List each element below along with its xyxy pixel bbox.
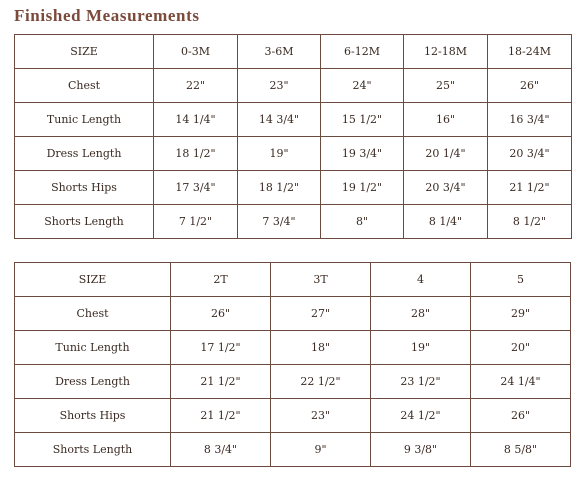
size-column-header: 4 [371, 263, 471, 297]
measurement-label: Shorts Length [15, 433, 171, 467]
measurement-value: 19" [371, 331, 471, 365]
size-column-header: 3-6M [238, 35, 321, 69]
size-column-header: 6-12M [321, 35, 404, 69]
measurement-value: 9" [271, 433, 371, 467]
measurement-value: 25" [404, 69, 488, 103]
size-column-header: 5 [471, 263, 571, 297]
measurement-value: 24 1/4" [471, 365, 571, 399]
measurement-value: 17 1/2" [171, 331, 271, 365]
measurement-value: 16 3/4" [488, 103, 572, 137]
measurement-value: 21 1/2" [171, 399, 271, 433]
measurement-value: 18" [271, 331, 371, 365]
measurement-value: 20" [471, 331, 571, 365]
measurement-value: 9 3/8" [371, 433, 471, 467]
table-row [15, 433, 571, 467]
measurement-label: Tunic Length [15, 331, 171, 365]
measurement-value: 21 1/2" [171, 365, 271, 399]
measurement-value: 23" [271, 399, 371, 433]
measurement-value: 23" [238, 69, 321, 103]
size-column-header: 0-3M [154, 35, 238, 69]
measurement-value: 16" [404, 103, 488, 137]
table-row [15, 297, 571, 331]
measurement-value: 23 1/2" [371, 365, 471, 399]
measurement-value: 8" [321, 205, 404, 239]
measurement-value: 27" [271, 297, 371, 331]
table-row [15, 103, 572, 137]
measurement-label: Shorts Hips [15, 171, 154, 205]
size-header-cell: SIZE [15, 263, 171, 297]
measurement-label: Tunic Length [15, 103, 154, 137]
measurement-value: 26" [471, 399, 571, 433]
table-row [15, 205, 572, 239]
table-header-row [15, 263, 571, 297]
measurement-value: 14 1/4" [154, 103, 238, 137]
page-title: Finished Measurements [14, 6, 200, 25]
size-column-header: 12-18M [404, 35, 488, 69]
measurement-value: 8 5/8" [471, 433, 571, 467]
table-row [15, 171, 572, 205]
measurement-value: 26" [488, 69, 572, 103]
measurement-value: 22" [154, 69, 238, 103]
measurement-value: 8 1/2" [488, 205, 572, 239]
measurement-value: 22 1/2" [271, 365, 371, 399]
measurement-value: 8 3/4" [171, 433, 271, 467]
measurement-value: 7 1/2" [154, 205, 238, 239]
measurement-label: Dress Length [15, 137, 154, 171]
table-row [15, 331, 571, 365]
table-header-row [15, 35, 572, 69]
measurement-value: 28" [371, 297, 471, 331]
measurement-value: 21 1/2" [488, 171, 572, 205]
measurement-value: 8 1/4" [404, 205, 488, 239]
measurement-label: Shorts Hips [15, 399, 171, 433]
toddler-measurements-table [14, 262, 571, 467]
measurement-value: 29" [471, 297, 571, 331]
measurement-label: Chest [15, 69, 154, 103]
table-row [15, 399, 571, 433]
measurement-value: 15 1/2" [321, 103, 404, 137]
infant-measurements-table [14, 34, 572, 239]
table-row [15, 365, 571, 399]
measurement-value: 20 3/4" [488, 137, 572, 171]
size-header-cell: SIZE [15, 35, 154, 69]
measurement-value: 24" [321, 69, 404, 103]
measurement-label: Shorts Length [15, 205, 154, 239]
measurement-value: 20 3/4" [404, 171, 488, 205]
size-column-header: 18-24M [488, 35, 572, 69]
measurement-value: 20 1/4" [404, 137, 488, 171]
measurement-value: 24 1/2" [371, 399, 471, 433]
table-row [15, 69, 572, 103]
measurement-value: 18 1/2" [238, 171, 321, 205]
measurement-value: 7 3/4" [238, 205, 321, 239]
measurement-value: 19" [238, 137, 321, 171]
table-row [15, 137, 572, 171]
size-column-header: 2T [171, 263, 271, 297]
measurement-value: 19 3/4" [321, 137, 404, 171]
size-column-header: 3T [271, 263, 371, 297]
measurement-label: Chest [15, 297, 171, 331]
measurement-value: 14 3/4" [238, 103, 321, 137]
measurement-value: 18 1/2" [154, 137, 238, 171]
measurement-value: 17 3/4" [154, 171, 238, 205]
measurement-value: 26" [171, 297, 271, 331]
measurement-label: Dress Length [15, 365, 171, 399]
measurement-value: 19 1/2" [321, 171, 404, 205]
